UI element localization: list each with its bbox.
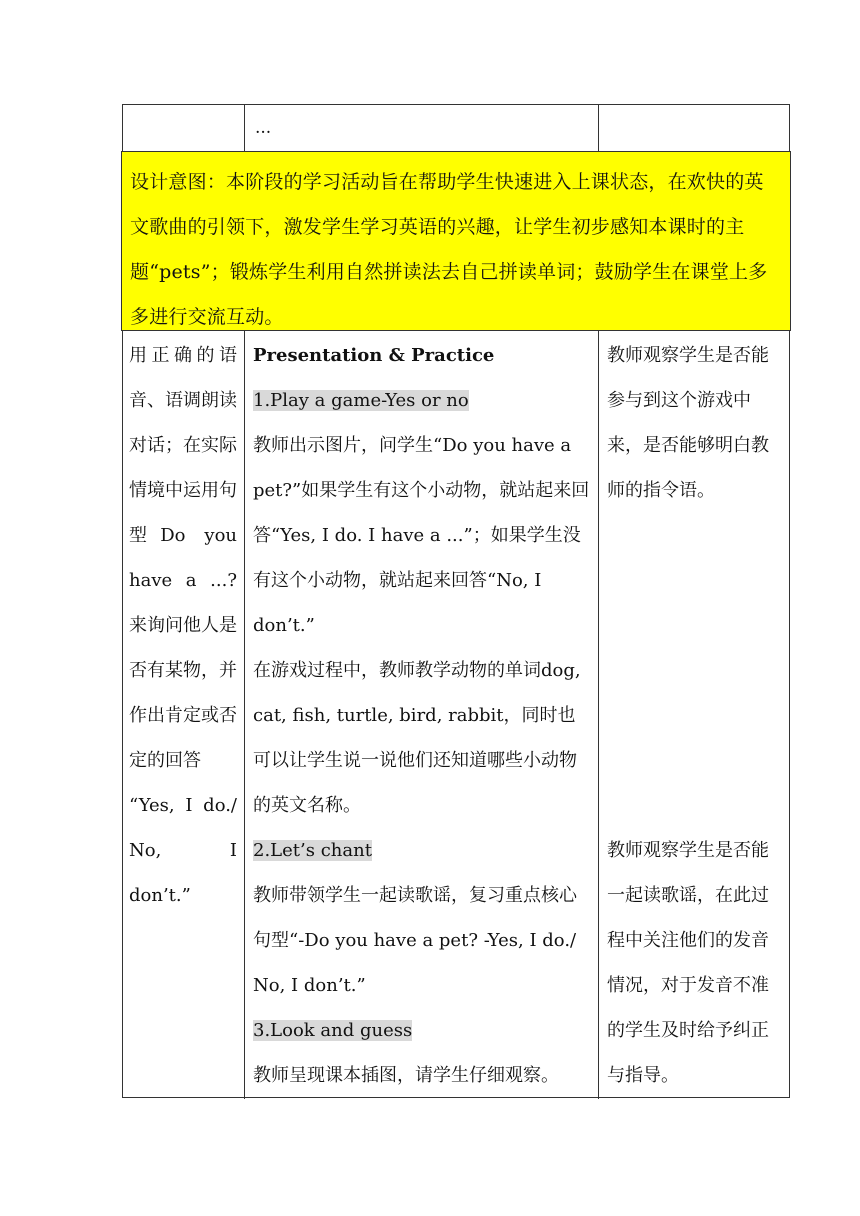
step1-title: 1.Play a game-Yes or no (253, 390, 469, 411)
step3-text: 教师呈现课本插图，请学生仔细观察。 (253, 1065, 559, 1086)
top-row-middle-cell: ... (255, 118, 272, 138)
objective-text: 用正确的语音、语调朗读对话；在实际情境中运用句型Do you have a ...?来询问他人是否有某物，并作出肯定或否定的回答 (129, 345, 237, 771)
step2-text: 教师带领学生一起读歌谣，复习重点核心句型“-Do you have a pet? -Yes, I do./ No, I don’t.” (253, 885, 577, 996)
col-divider-1 (244, 331, 245, 1099)
activity-cell (253, 333, 593, 1098)
section-title: Presentation & Practice (253, 345, 495, 366)
lesson-plan-table (122, 104, 790, 1098)
col-divider-2 (598, 331, 599, 1099)
answer-quote: “Yes, I do./ No, I don’t.” (129, 795, 237, 906)
design-intent-cell: 设计意图：本阶段的学习活动旨在帮助学生快速进入上课状态，在欢快的英文歌曲的引领下，激发学生学习英语的兴趣，让学生初步感知本课时的主题“pets”；锻炼学生利用自然拼读法去自己拼读单词；鼓励学生在课堂上多多进行交流互动。 (121, 151, 791, 331)
step2-title: 2.Let’s chant (253, 840, 372, 861)
step1-text1: 教师出示图片，问学生“Do you have a pet?”如果学生有这个小动物，就站起来回答“Yes, I do. I have a ...”；如果学生没有这个小动物，就站起来回答“No, I don’t.” (253, 435, 590, 636)
assessment-2: 教师观察学生是否能一起读歌谣，在此过程中关注他们的发音情况，对于发音不准的学生及时给予纠正与指导。 (607, 840, 769, 1086)
col-divider-1-top (244, 105, 245, 151)
step1-text2: 在游戏过程中，教师教学动物的单词dog, cat, fish, turtle, bird, rabbit，同时也可以让学生说一说他们还知道哪些小动物的英文名称。 (253, 660, 581, 816)
step3-title: 3.Look and guess (253, 1020, 413, 1041)
assessment-1: 教师观察学生是否能参与到这个游戏中来，是否能够明白教师的指令语。 (607, 345, 769, 501)
assessment-cell (607, 333, 783, 1098)
objective-cell (129, 333, 237, 918)
